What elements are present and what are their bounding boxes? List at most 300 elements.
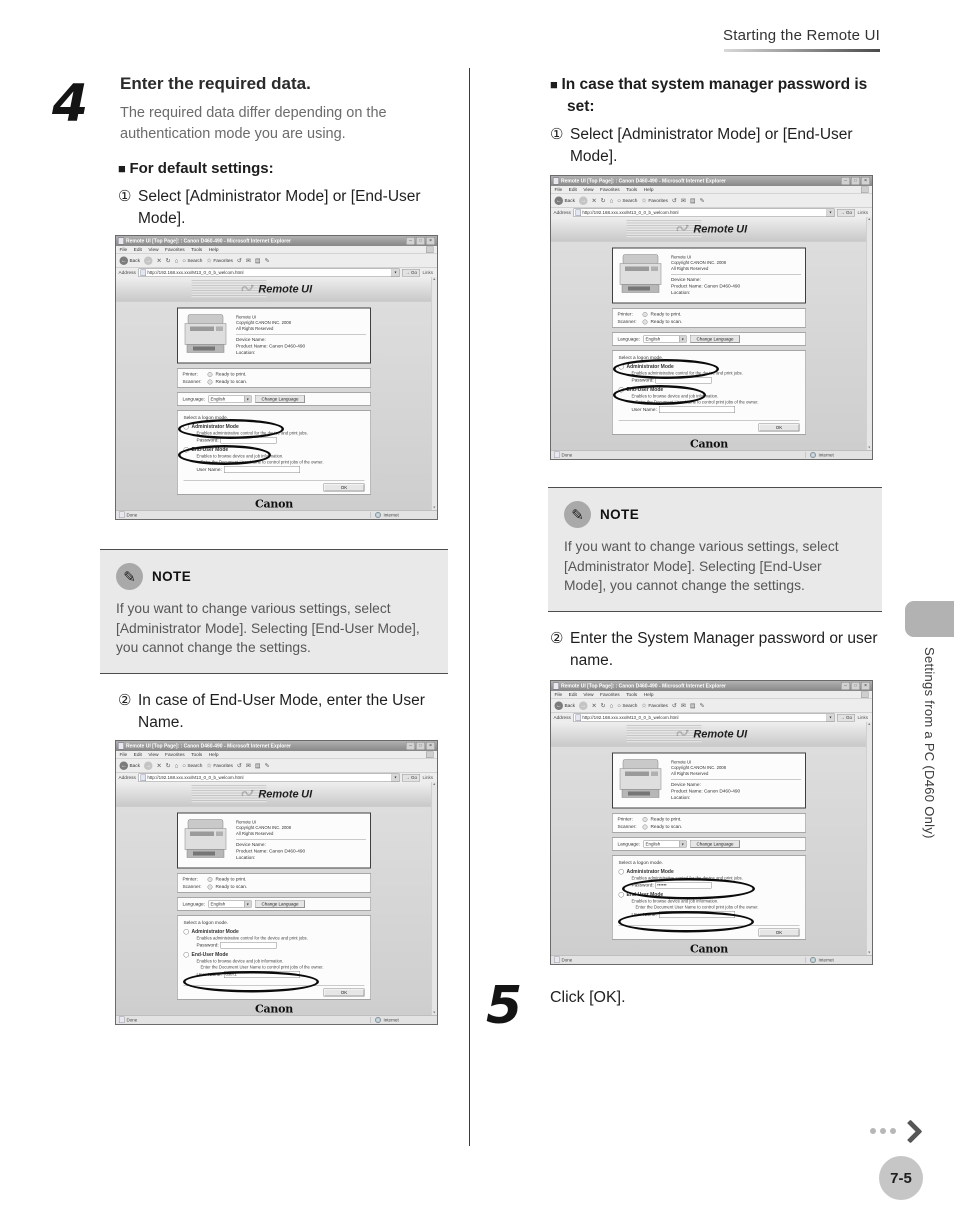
search-icon[interactable]: ○ Search: [617, 702, 638, 709]
ie-window: [550, 680, 873, 965]
browser-menubar: [551, 691, 872, 699]
menu-item-favorites[interactable]: Favorites: [600, 187, 620, 193]
favorites-icon[interactable]: ☆ Favorites: [641, 702, 668, 709]
logon-box: [612, 856, 806, 940]
status-text: Done: [126, 1017, 138, 1023]
end-user-mode-label: End-User Mode: [626, 387, 664, 393]
device-remote-ui: Remote UI: [671, 254, 692, 260]
browser-titlebar: [116, 236, 437, 246]
printer-status: Ready to print.: [215, 876, 247, 882]
ok-divider: [184, 481, 365, 482]
go-button[interactable]: → Go: [837, 209, 855, 217]
maximize-button[interactable]: □: [416, 742, 425, 750]
browser-menubar: [116, 751, 437, 759]
device-name: Device Name:: [236, 336, 266, 343]
circled-number-2: ②: [550, 630, 564, 647]
menu-item-help[interactable]: Help: [208, 247, 219, 253]
print-icon[interactable]: ▤: [689, 702, 696, 709]
select-arrow-icon[interactable]: ▾: [244, 901, 251, 907]
device-info-box: [612, 248, 806, 304]
change-language-button[interactable]: Change Language: [255, 900, 305, 908]
select-arrow-icon[interactable]: ▾: [679, 336, 686, 342]
device-rights: All Rights Reserved: [671, 770, 709, 776]
scroll-up-icon[interactable]: ▲: [432, 277, 436, 281]
logon-box: [612, 351, 806, 435]
go-arrow-icon: →: [839, 209, 845, 216]
scroll-up-icon[interactable]: ▲: [432, 782, 436, 786]
browser-statusbar: [116, 510, 437, 519]
windows-logo-icon: [426, 752, 434, 759]
maximize-button[interactable]: □: [851, 177, 860, 185]
scrollbar[interactable]: [431, 782, 437, 1015]
scanner-status: Ready to scan.: [650, 824, 683, 830]
administrator-mode-desc: Enables administrative control for the device and print jobs.: [196, 935, 308, 941]
back-icon[interactable]: ← Back: [556, 197, 576, 204]
browser-title: Remote UI [Top Page]: : Canon D460-490 - Microsoft Internet Explorer: [126, 743, 291, 749]
mail-icon[interactable]: ✉: [245, 257, 251, 264]
scrollbar[interactable]: [431, 277, 437, 510]
administrator-mode-label: Administrator Mode: [191, 424, 239, 430]
printer-status: Ready to print.: [215, 371, 247, 377]
minimize-button[interactable]: ─: [841, 682, 850, 690]
user-name-label: User Name:: [196, 971, 222, 978]
mail-icon[interactable]: ✉: [245, 762, 251, 769]
logon-box: [177, 916, 371, 1000]
change-language-button[interactable]: Change Language: [690, 840, 740, 848]
step-4-body: The required data differ depending on the authentication mode you are using.: [120, 105, 387, 142]
scroll-down-icon[interactable]: ▼: [432, 1011, 436, 1015]
left-step-item-2: ② In case of End-User Mode, enter the User Name.: [118, 690, 444, 734]
password-label: Password:: [196, 437, 219, 443]
internet-globe-icon: [375, 512, 381, 518]
go-arrow-icon: →: [839, 714, 845, 721]
menu-item-view[interactable]: View: [583, 187, 594, 193]
home-icon[interactable]: ⌂: [174, 762, 179, 769]
page-favicon: [140, 774, 146, 781]
refresh-icon[interactable]: ↻: [600, 197, 606, 204]
ie-window: [115, 235, 438, 520]
password-input[interactable]: [656, 377, 712, 384]
edit-icon[interactable]: ✎: [264, 257, 270, 264]
change-language-button[interactable]: Change Language: [255, 395, 305, 403]
end-user-mode-note: Enter the Document User Name to control print jobs of the owner.: [635, 399, 759, 405]
pencil-icon: [564, 501, 591, 528]
banner-stripes: [627, 220, 702, 238]
circled-number-1: ①: [550, 126, 564, 143]
printer-status-led: [643, 817, 648, 822]
right-step-item-2: ② Enter the System Manager password or user name.: [550, 628, 888, 672]
search-icon[interactable]: ○ Search: [617, 197, 638, 204]
menu-item-favorites[interactable]: Favorites: [165, 247, 185, 253]
logon-box: [177, 411, 371, 495]
note-box: [548, 487, 882, 612]
go-button[interactable]: → Go: [837, 714, 855, 722]
stop-icon[interactable]: ✕: [591, 702, 597, 709]
menu-item-help[interactable]: Help: [643, 692, 654, 698]
end-user-mode-desc: Enables to browse device and job information.: [631, 898, 719, 904]
windows-logo-icon: [861, 692, 869, 699]
minimize-button[interactable]: ─: [841, 177, 850, 185]
remote-ui-banner: [116, 782, 437, 807]
status-box: Printer: Ready to print. Scanner: Ready to scan.: [612, 309, 806, 328]
status-text: Done: [126, 512, 138, 518]
chapter-side-label: Settings from a PC (D460 Only): [922, 647, 937, 839]
browser-screenshot: [115, 235, 438, 520]
menu-item-edit[interactable]: Edit: [133, 247, 142, 253]
status-text: Done: [561, 957, 573, 963]
menu-item-tools[interactable]: Tools: [191, 247, 203, 253]
internet-zone-label: Internet: [383, 512, 399, 518]
printer-status-led: [643, 312, 648, 317]
home-icon[interactable]: ⌂: [174, 257, 179, 264]
menu-item-edit[interactable]: Edit: [133, 752, 142, 758]
administrator-mode-desc: Enables administrative control for the device and print jobs.: [196, 430, 308, 436]
address-input[interactable]: [573, 208, 834, 217]
canon-logo: Canon: [690, 437, 728, 450]
history-icon[interactable]: ↺: [236, 257, 242, 264]
chapter-tab: [905, 601, 954, 637]
change-language-button[interactable]: Change Language: [690, 335, 740, 343]
scroll-up-icon[interactable]: ▲: [867, 217, 871, 221]
scanner-status: Ready to scan.: [650, 319, 683, 325]
right-step-item-1: ① Select [Administrator Mode] or [End-User Mode].: [550, 124, 880, 168]
browser-menubar: [551, 186, 872, 194]
back-icon[interactable]: ← Back: [121, 762, 141, 769]
scrollbar[interactable]: [866, 217, 872, 450]
forward-icon[interactable]: →: [145, 762, 152, 769]
printer-status: Ready to print.: [650, 816, 682, 822]
user-name-input[interactable]: user1: [224, 971, 300, 978]
edit-icon[interactable]: ✎: [699, 702, 705, 709]
device-name: Device Name:: [236, 841, 266, 848]
banner-stripes: [192, 280, 267, 298]
address-label: Address: [553, 714, 571, 721]
forward-icon[interactable]: →: [145, 257, 152, 264]
internet-globe-icon: [810, 452, 816, 458]
left-section-heading: ■ For default settings:: [118, 158, 465, 179]
home-icon[interactable]: ⌂: [609, 702, 614, 709]
history-icon[interactable]: ↺: [671, 197, 677, 204]
minimize-button[interactable]: ─: [406, 742, 415, 750]
forward-icon[interactable]: →: [580, 197, 587, 204]
stop-icon[interactable]: ✕: [156, 257, 162, 264]
administrator-mode-desc: Enables administrative control for the device and print jobs.: [631, 875, 743, 881]
ok-button[interactable]: OK: [759, 424, 800, 432]
canon-logo: Canon: [255, 1002, 293, 1015]
device-copyright: Copyright CANON INC. 2008: [671, 260, 727, 266]
page-header: Starting the Remote UI: [723, 27, 880, 44]
printer-status-led: [208, 877, 213, 882]
history-icon[interactable]: ↺: [236, 762, 242, 769]
device-location: Location:: [671, 290, 691, 296]
administrator-mode-radio[interactable]: [184, 424, 190, 430]
printer-image: [182, 311, 230, 360]
ie-page-icon: [553, 683, 559, 690]
address-dropdown-icon[interactable]: ▾: [826, 209, 834, 217]
circled-number-2: ②: [118, 692, 132, 709]
address-dropdown-icon[interactable]: ▾: [391, 774, 399, 782]
device-info-box: [612, 753, 806, 809]
device-name: Device Name:: [671, 276, 701, 283]
windows-logo-icon: [861, 187, 869, 194]
language-box: [177, 393, 371, 406]
refresh-icon[interactable]: ↻: [165, 762, 171, 769]
close-button[interactable]: ✕: [426, 742, 435, 750]
internet-zone-label: Internet: [818, 452, 834, 458]
edit-icon[interactable]: ✎: [699, 197, 705, 204]
end-user-mode-radio[interactable]: [184, 447, 190, 453]
end-user-mode-desc: Enables to browse device and job information.: [196, 453, 284, 459]
ok-button[interactable]: OK: [324, 989, 365, 997]
go-button[interactable]: → Go: [402, 774, 420, 782]
note-box: [100, 549, 448, 674]
back-icon[interactable]: ← Back: [556, 702, 576, 709]
header-underline: [724, 49, 880, 52]
scanner-status-led: [208, 379, 213, 384]
scanner-status-led: [643, 824, 648, 829]
menu-item-tools[interactable]: Tools: [191, 752, 203, 758]
scanner-status: Ready to scan.: [215, 379, 248, 385]
browser-toolbar: [551, 194, 872, 208]
status-page-icon: [119, 512, 125, 519]
minimize-button[interactable]: ─: [406, 237, 415, 245]
end-user-mode-note: Enter the Document User Name to control print jobs of the owner.: [200, 964, 324, 970]
address-dropdown-icon[interactable]: ▾: [826, 714, 834, 722]
end-user-mode-label: End-User Mode: [191, 952, 229, 958]
links-label[interactable]: Links: [422, 775, 433, 780]
remote-ui-banner-text: Remote UI: [693, 727, 748, 740]
printer-image: [617, 251, 665, 300]
end-user-mode-desc: Enables to browse device and job information.: [196, 958, 284, 964]
browser-titlebar: [551, 681, 872, 691]
language-box: [612, 333, 806, 346]
refresh-icon[interactable]: ↻: [165, 257, 171, 264]
menu-item-edit[interactable]: Edit: [568, 692, 577, 698]
favorites-icon[interactable]: ☆ Favorites: [206, 257, 233, 264]
scroll-down-icon[interactable]: ▼: [867, 446, 871, 450]
mail-icon[interactable]: ✉: [680, 702, 686, 709]
history-icon[interactable]: ↺: [671, 702, 677, 709]
page-favicon: [140, 269, 146, 276]
device-location: Location:: [671, 795, 691, 801]
ok-divider: [184, 986, 365, 987]
product-name: Product Name: Canon D460-490: [671, 283, 741, 289]
home-icon[interactable]: ⌂: [609, 197, 614, 204]
logon-heading: Select a logon mode.: [183, 415, 229, 421]
page-content: [551, 722, 872, 955]
administrator-mode-radio[interactable]: [619, 364, 625, 370]
step-4-title: Enter the required data.: [120, 74, 311, 93]
password-label: Password:: [196, 942, 219, 948]
scroll-down-icon[interactable]: ▼: [432, 506, 436, 510]
address-dropdown-icon[interactable]: ▾: [391, 269, 399, 277]
browser-toolbar: [551, 699, 872, 713]
browser-title: Remote UI [Top Page]: : Canon D460-490 - Microsoft Internet Explorer: [561, 683, 726, 689]
search-icon[interactable]: ○ Search: [182, 257, 203, 264]
language-select[interactable]: English ▾: [643, 841, 686, 848]
column-divider: [469, 68, 470, 1146]
ok-button[interactable]: OK: [759, 929, 800, 937]
logon-heading: Select a logon mode.: [618, 355, 664, 361]
menu-item-file[interactable]: File: [119, 247, 128, 253]
product-name: Product Name: Canon D460-490: [236, 848, 306, 854]
browser-toolbar: [116, 759, 437, 773]
mail-icon[interactable]: ✉: [680, 197, 686, 204]
device-location: Location:: [236, 350, 256, 356]
address-url: http://192.168.xxx.xxx/M13_0_0_b_welcom.html: [582, 210, 679, 215]
user-name-input[interactable]: [659, 406, 735, 413]
stop-icon[interactable]: ✕: [591, 197, 597, 204]
ok-divider: [619, 926, 800, 927]
ok-button[interactable]: OK: [324, 484, 365, 492]
refresh-icon[interactable]: ↻: [600, 702, 606, 709]
password-label: Password:: [631, 377, 654, 383]
go-button[interactable]: → Go: [402, 269, 420, 277]
end-user-mode-radio[interactable]: [619, 387, 625, 393]
device-location: Location:: [236, 855, 256, 861]
logon-heading: Select a logon mode.: [618, 860, 664, 866]
internet-zone-label: Internet: [383, 1017, 399, 1023]
menu-item-view[interactable]: View: [148, 247, 159, 253]
language-label: Language:: [617, 841, 640, 847]
address-label: Address: [118, 774, 136, 781]
page-favicon: [575, 209, 581, 216]
menu-item-help[interactable]: Help: [208, 752, 219, 758]
user-name-input[interactable]: [224, 466, 300, 473]
password-input[interactable]: [221, 437, 277, 444]
close-button[interactable]: ✕: [861, 682, 870, 690]
user-name-label: User Name:: [196, 466, 222, 473]
address-url: http://192.168.xxx.xxx/M13_0_0_b_welcom.html: [582, 715, 679, 720]
menu-item-view[interactable]: View: [148, 752, 159, 758]
step-5-number: 5: [486, 976, 523, 1036]
language-select[interactable]: English ▾: [208, 901, 251, 908]
end-user-mode-desc: Enables to browse device and job information.: [631, 393, 719, 399]
menu-item-file[interactable]: File: [119, 752, 128, 758]
search-icon[interactable]: ○ Search: [182, 762, 203, 769]
browser-statusbar: [551, 955, 872, 964]
internet-zone-label: Internet: [818, 957, 834, 963]
administrator-mode-radio[interactable]: [619, 869, 625, 875]
end-user-mode-radio[interactable]: [619, 892, 625, 898]
menu-item-favorites[interactable]: Favorites: [165, 752, 185, 758]
browser-title: Remote UI [Top Page]: : Canon D460-490 - Microsoft Internet Explorer: [126, 238, 291, 244]
favorites-icon[interactable]: ☆ Favorites: [206, 762, 233, 769]
close-button[interactable]: ✕: [426, 237, 435, 245]
maximize-button[interactable]: □: [851, 682, 860, 690]
page-content: [116, 277, 437, 510]
password-input[interactable]: ••••••: [656, 882, 712, 889]
status-page-icon: [119, 1017, 125, 1024]
close-button[interactable]: ✕: [861, 177, 870, 185]
menu-item-help[interactable]: Help: [643, 187, 654, 193]
print-icon[interactable]: ▤: [254, 257, 261, 264]
internet-globe-icon: [810, 957, 816, 963]
address-url: http://192.168.xxx.xxx/M13_0_0_b_welcom.html: [147, 775, 244, 780]
left-step-item-1: ① Select [Administrator Mode] or [End-User Mode].: [118, 186, 444, 230]
remote-ui-banner-text: Remote UI: [258, 787, 313, 800]
menu-item-view[interactable]: View: [583, 692, 594, 698]
menu-item-file[interactable]: File: [554, 187, 563, 193]
ie-page-icon: [553, 178, 559, 185]
status-page-icon: [554, 452, 560, 459]
password-input[interactable]: [221, 942, 277, 949]
language-select[interactable]: English ▾: [208, 396, 251, 403]
links-label[interactable]: Links: [857, 210, 868, 215]
back-icon[interactable]: ← Back: [121, 257, 141, 264]
language-select[interactable]: English ▾: [643, 336, 686, 343]
address-input[interactable]: [138, 268, 399, 277]
stop-icon[interactable]: ✕: [156, 762, 162, 769]
page-number: 7-5: [879, 1156, 923, 1200]
menu-item-favorites[interactable]: Favorites: [600, 692, 620, 698]
maximize-button[interactable]: □: [416, 237, 425, 245]
windows-logo-icon: [426, 247, 434, 254]
device-remote-ui: Remote UI: [671, 759, 692, 765]
browser-titlebar: [551, 176, 872, 186]
device-info-box: [177, 308, 371, 364]
status-text: Done: [561, 452, 573, 458]
links-label[interactable]: Links: [857, 715, 868, 720]
browser-screenshot: [115, 740, 438, 1025]
favorites-icon[interactable]: ☆ Favorites: [641, 197, 668, 204]
note-text: If you want to change various settings, select [Administrator Mode]. Selecting [End-User Mode], you cannot change the settings.: [116, 601, 420, 656]
address-input[interactable]: [573, 713, 834, 722]
scroll-up-icon[interactable]: ▲: [867, 722, 871, 726]
language-label: Language:: [182, 396, 205, 402]
pencil-icon: [116, 563, 143, 590]
menu-item-edit[interactable]: Edit: [568, 187, 577, 193]
menu-item-file[interactable]: File: [554, 692, 563, 698]
end-user-mode-radio[interactable]: [184, 952, 190, 958]
scroll-down-icon[interactable]: ▼: [867, 951, 871, 955]
ok-divider: [619, 421, 800, 422]
device-info-box: [177, 813, 371, 869]
banner-stripes: [192, 785, 267, 803]
administrator-mode-radio[interactable]: [184, 929, 190, 935]
browser-menubar: [116, 246, 437, 254]
browser-screenshot: [550, 175, 873, 460]
browser-title: Remote UI [Top Page]: : Canon D460-490 - Microsoft Internet Explorer: [561, 178, 726, 184]
user-name-input[interactable]: [659, 911, 735, 918]
language-label: Language:: [617, 336, 640, 342]
printer-image: [617, 756, 665, 805]
canon-logo: Canon: [690, 942, 728, 955]
select-arrow-icon[interactable]: ▾: [679, 841, 686, 847]
language-label: Language:: [182, 901, 205, 907]
address-input[interactable]: [138, 773, 399, 782]
print-icon[interactable]: ▤: [689, 197, 696, 204]
select-arrow-icon[interactable]: ▾: [244, 396, 251, 402]
end-user-mode-label: End-User Mode: [191, 447, 229, 453]
page-content: [116, 782, 437, 1015]
edit-icon[interactable]: ✎: [264, 762, 270, 769]
print-icon[interactable]: ▤: [254, 762, 261, 769]
scanner-status-led: [643, 319, 648, 324]
menu-item-tools[interactable]: Tools: [626, 692, 638, 698]
links-label[interactable]: Links: [422, 270, 433, 275]
scrollbar[interactable]: [866, 722, 872, 955]
next-page-chevron-icon: [870, 1122, 919, 1140]
page-favicon: [575, 714, 581, 721]
forward-icon[interactable]: →: [580, 702, 587, 709]
circled-number-1: ①: [118, 188, 132, 205]
status-box: Printer: Ready to print. Scanner: Ready to scan.: [177, 874, 371, 893]
browser-toolbar: [116, 254, 437, 268]
menu-item-tools[interactable]: Tools: [626, 187, 638, 193]
address-label: Address: [118, 269, 136, 276]
remote-ui-banner-text: Remote UI: [258, 282, 313, 295]
